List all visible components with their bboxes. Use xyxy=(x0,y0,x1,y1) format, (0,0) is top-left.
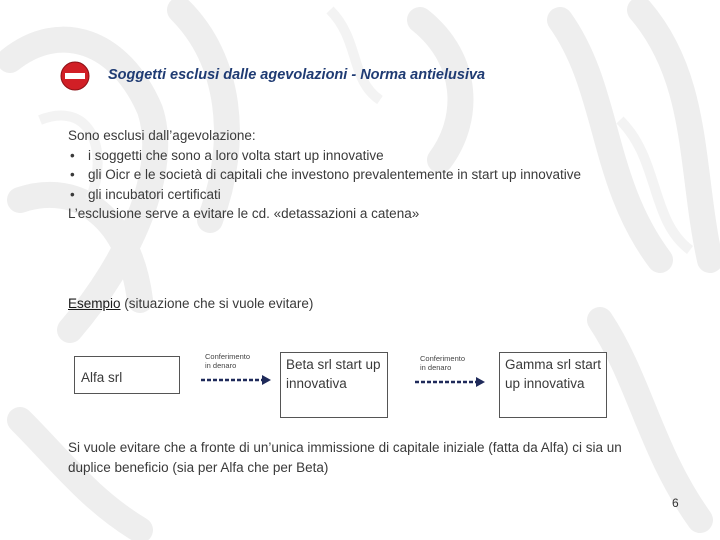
outro-text: L’esclusione serve a evitare le cd. «detassazioni a catena» xyxy=(68,206,420,221)
box-alfa: Alfa srl xyxy=(74,356,180,394)
exclusions-text xyxy=(68,126,642,224)
arrow-label: Conferimento in denaro xyxy=(420,354,466,372)
bullet-item: • i soggetti che sono a loro volta start up innovative xyxy=(68,146,642,166)
box-gamma: Gamma srl start up innovativa xyxy=(499,352,607,418)
dashed-arrow-icon xyxy=(414,376,486,388)
bullet-item: • gli incubatori certificati xyxy=(68,185,642,205)
example-label: Esempio xyxy=(68,296,121,311)
no-entry-icon xyxy=(60,61,90,91)
dashed-arrow-icon xyxy=(200,374,272,386)
example-note: (situazione che si vuole evitare) xyxy=(120,296,314,311)
arrow-label: Conferimento in denaro xyxy=(205,352,251,370)
bullet-item: • gli Oicr e le società di capitali che investono prevalentemente in start up innovative xyxy=(68,165,642,185)
conclusion-text: Si vuole evitare che a fronte di un’unica immissione di capitale iniziale (fatta da Alfa) ci sia un duplice beneficio (sia per Alfa che per Beta) xyxy=(68,440,622,475)
example-heading xyxy=(68,296,313,311)
page-number: 6 xyxy=(672,496,679,510)
slide-title: Soggetti esclusi dalle agevolazioni - Norma antielusiva xyxy=(108,67,486,83)
box-beta: Beta srl start up innovativa xyxy=(280,352,388,418)
intro-text: Sono esclusi dall’agevolazione: xyxy=(68,128,256,143)
